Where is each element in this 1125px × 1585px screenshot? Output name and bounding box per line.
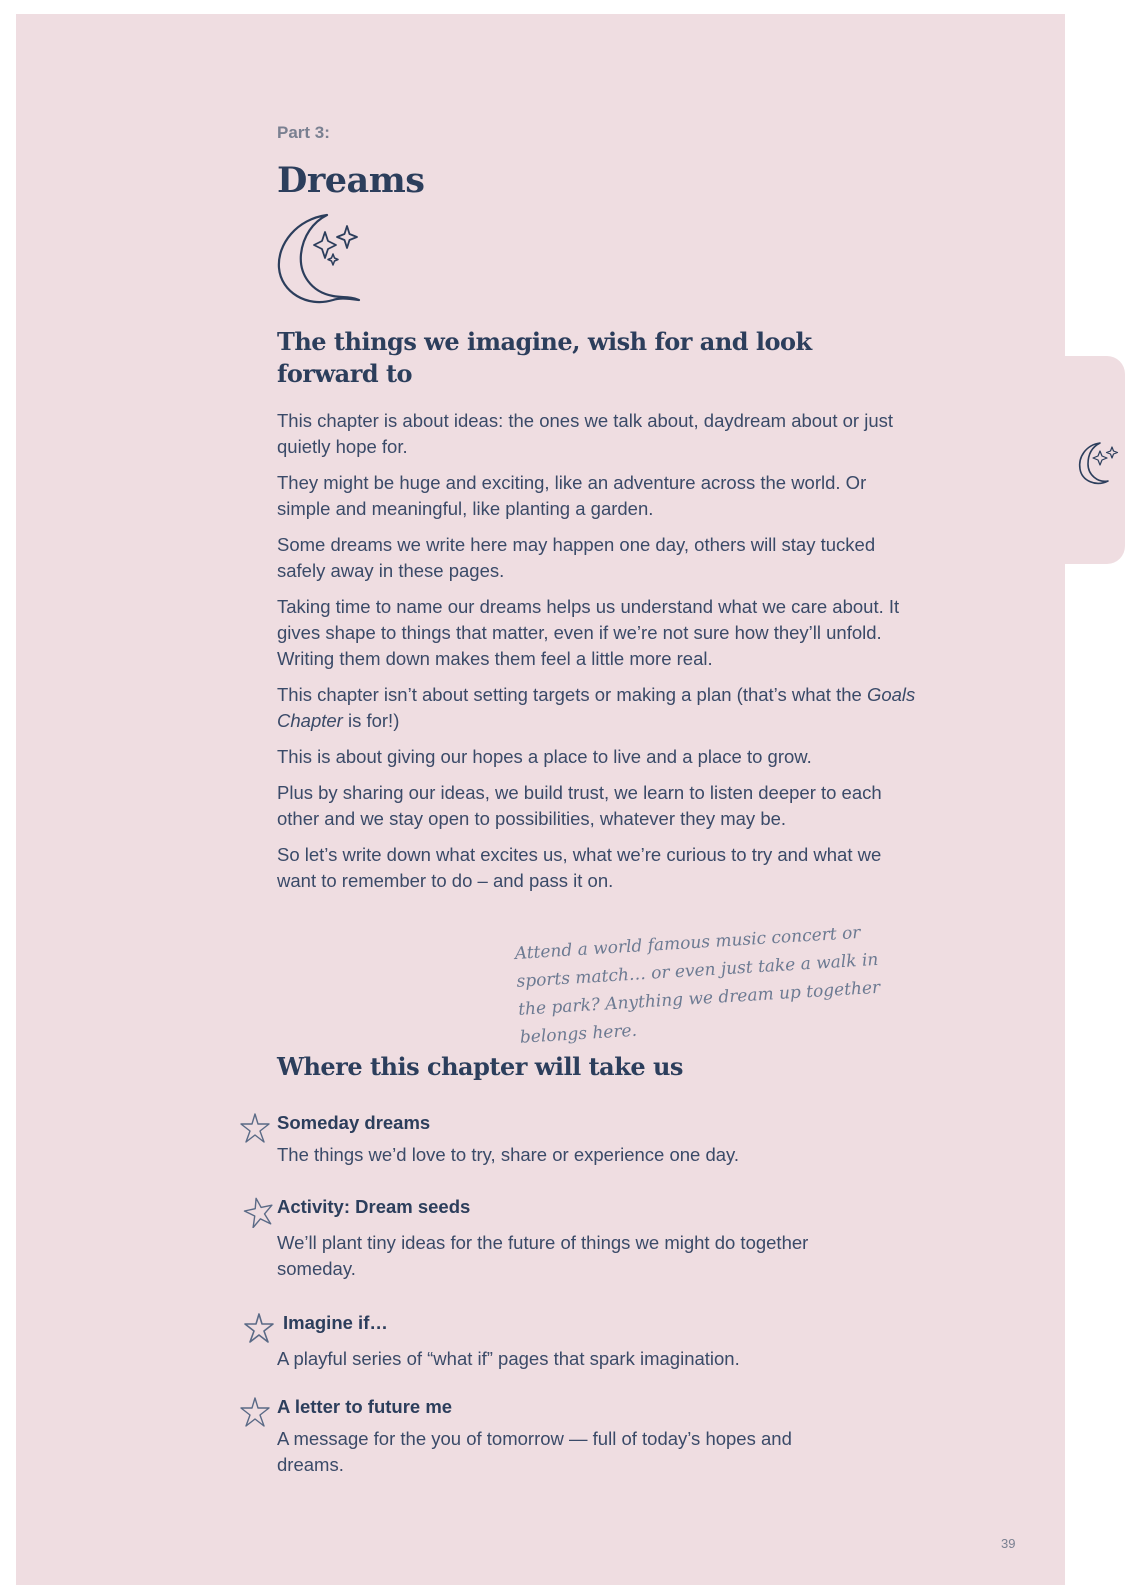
overview-item-title: Someday dreams xyxy=(277,1112,431,1133)
intro-paragraph: This chapter is about ideas: the ones we talk about, daydream about or just quietly hope for. xyxy=(277,410,894,457)
goals-paragraph xyxy=(277,682,917,734)
part-label: Part 3: xyxy=(277,123,330,142)
chapter-subtitle: The things we imagine, wish for and look forward to xyxy=(277,327,812,388)
intro-paragraph: Some dreams we write here may happen one day, others will stay tucked safely away in these pages. xyxy=(277,534,876,581)
star-icon xyxy=(243,1312,275,1344)
overview-item-description: The things we’d love to try, share or experience one day. xyxy=(277,1144,740,1165)
intro-body xyxy=(277,408,917,904)
star-icon xyxy=(239,1396,271,1428)
overview-item-title: A letter to future me xyxy=(277,1396,453,1417)
intro-paragraph: Taking time to name our dreams helps us understand what we care about. It gives shape to things that matter, even if we’re not sure how they’ll unfold. Writing them down makes them feel a little more real. xyxy=(277,596,900,669)
goals-chapter-reference: Goals Chapter xyxy=(277,684,916,731)
overview-item-description: A message for the you of tomorrow — full of today’s hopes and dreams. xyxy=(277,1428,792,1475)
goals-text-before: This chapter isn’t about setting targets or making a plan (that’s what the xyxy=(277,684,867,705)
star-icon xyxy=(243,1196,275,1228)
overview-item xyxy=(277,1194,857,1282)
handwritten-note: Attend a world famous music concert or sports match… or even just take a walk in the park? Anything we dream up together belongs here. xyxy=(514,922,881,1048)
intro-paragraph: Plus by sharing our ideas, we build trust, we learn to listen deeper to each other and we stay open to possibilities, whatever they may be. xyxy=(277,782,882,829)
overview-title: Where this chapter will take us xyxy=(277,1052,683,1081)
overview-item-description: A playful series of “what if” pages that spark imagination. xyxy=(277,1348,740,1369)
overview-item xyxy=(277,1110,857,1168)
star-icon xyxy=(239,1112,271,1144)
intro-paragraph: So let’s write down what excites us, what we’re curious to try and what we want to remember to do – and pass it on. xyxy=(277,844,882,891)
overview-item xyxy=(277,1310,857,1372)
overview-item-title: Imagine if… xyxy=(283,1312,388,1333)
moon-stars-icon xyxy=(1074,437,1122,489)
page-number: 39 xyxy=(1001,1536,1016,1551)
goals-text-after: is for!) xyxy=(342,710,400,731)
intro-paragraph: They might be huge and exciting, like an adventure across the world. Or simple and meaningful, like planting a garden. xyxy=(277,472,867,519)
overview-item-title: Activity: Dream seeds xyxy=(277,1196,471,1217)
overview-item-description: We’ll plant tiny ideas for the future of things we might do together someday. xyxy=(277,1232,809,1279)
intro-paragraph: This is about giving our hopes a place to live and a place to grow. xyxy=(277,746,812,767)
moon-stars-icon xyxy=(275,212,367,306)
page-title: Dreams xyxy=(277,160,425,201)
overview-item xyxy=(277,1394,857,1478)
